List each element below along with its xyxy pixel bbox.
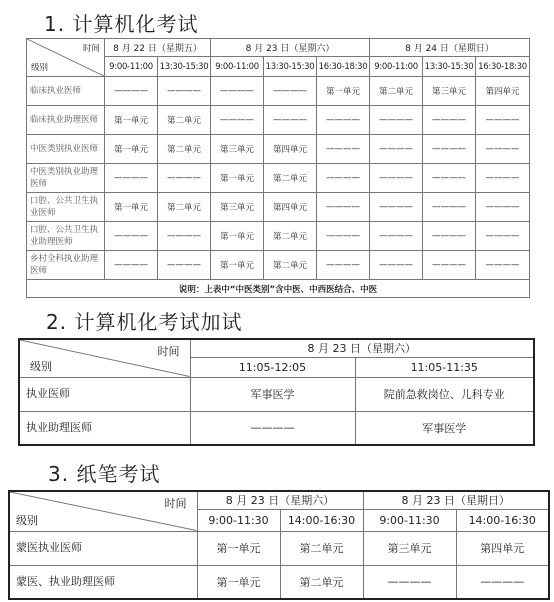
date-header: 8 月 23 日（星期日）	[363, 491, 549, 509]
date-header: 8 月 23 日（星期六）	[190, 339, 534, 357]
schedule-cell: ————	[476, 164, 530, 193]
schedule-cell: 第四单元	[264, 193, 317, 222]
table2-corner-cell	[19, 339, 190, 377]
row-level-label: 口腔、公共卫生执业医师	[27, 193, 105, 222]
schedule-cell: 第四单元	[456, 531, 549, 565]
row-level-label: 乡村全科执业助理医师	[27, 251, 105, 280]
row-level-label: 执业医师	[19, 377, 190, 411]
date-header: 8 月 23 日（星期六）	[211, 39, 370, 57]
schedule-cell: ————	[370, 251, 423, 280]
time-header: 11:05-11:35	[355, 357, 534, 377]
schedule-cell: ————	[317, 193, 370, 222]
schedule-cell: 第四单元	[476, 77, 530, 106]
schedule-cell: ————	[190, 411, 355, 445]
schedule-cell: 第二单元	[280, 565, 363, 599]
schedule-cell: ————	[423, 251, 476, 280]
row-level-label: 蒙医执业医师	[9, 531, 197, 565]
schedule-cell: ————	[370, 135, 423, 164]
time-header: 14:00-16:30	[280, 509, 363, 531]
schedule-cell: 第二单元	[370, 77, 423, 106]
row-level-label: 执业助理医师	[19, 411, 190, 445]
schedule-cell: ————	[423, 193, 476, 222]
row-level-label: 口腔、公共卫生执业助理医师	[27, 222, 105, 251]
corner-time-label: 时间	[164, 497, 187, 510]
schedule-cell: ————	[317, 106, 370, 135]
computer-exam-schedule-table	[26, 38, 530, 298]
schedule-cell: 第二单元	[158, 193, 211, 222]
schedule-cell: ————	[423, 135, 476, 164]
schedule-cell: ————	[264, 77, 317, 106]
corner-time-label: 时间	[82, 44, 100, 54]
table-row	[27, 222, 530, 251]
corner-time-label: 时间	[157, 345, 180, 358]
schedule-cell: ————	[211, 77, 264, 106]
table-row	[19, 411, 534, 445]
schedule-cell: ————	[105, 222, 158, 251]
schedule-cell: ————	[476, 106, 530, 135]
table-row	[9, 565, 549, 599]
schedule-cell: 第二单元	[264, 164, 317, 193]
schedule-cell: ————	[476, 222, 530, 251]
schedule-cell: 第三单元	[211, 135, 264, 164]
schedule-cell: 第一单元	[211, 164, 264, 193]
table-row	[27, 251, 530, 280]
schedule-cell: 第二单元	[158, 106, 211, 135]
schedule-cell: ————	[158, 251, 211, 280]
time-header: 9:00-11:00	[370, 57, 423, 77]
section3-title: 3. 纸笔考试	[48, 462, 161, 486]
schedule-cell: ————	[423, 222, 476, 251]
schedule-cell: ————	[363, 565, 456, 599]
schedule-cell: ————	[317, 164, 370, 193]
time-header: 9:00-11:30	[197, 509, 280, 531]
schedule-cell: 第三单元	[423, 77, 476, 106]
schedule-cell: ————	[423, 106, 476, 135]
schedule-cell: 第二单元	[158, 135, 211, 164]
schedule-cell: 第一单元	[105, 193, 158, 222]
schedule-cell: ————	[370, 106, 423, 135]
schedule-cell: ————	[370, 222, 423, 251]
schedule-cell: 第一单元	[211, 222, 264, 251]
schedule-cell: ————	[476, 251, 530, 280]
row-level-label: 临床执业医师	[27, 77, 105, 106]
schedule-cell: 第一单元	[211, 251, 264, 280]
section1-title: 1. 计算机化考试	[44, 12, 199, 36]
row-level-label: 中医类别执业医师	[27, 135, 105, 164]
schedule-cell: ————	[158, 164, 211, 193]
schedule-cell: ————	[158, 222, 211, 251]
schedule-cell: ————	[423, 164, 476, 193]
corner-level-label: 级别	[16, 513, 38, 527]
time-header: 14:00-16:30	[456, 509, 549, 531]
time-header: 11:05-12:05	[190, 357, 355, 377]
corner-level-label: 级别	[31, 63, 49, 73]
schedule-cell: 第三单元	[211, 193, 264, 222]
schedule-cell: 第二单元	[264, 222, 317, 251]
table1-note: 说明：上表中“中医类别”含中医、中西医结合、中医	[27, 280, 530, 298]
table-row	[19, 377, 534, 411]
time-header: 13:30-15:30	[264, 57, 317, 77]
schedule-cell: 第一单元	[197, 565, 280, 599]
section2-title: 2. 计算机化考试加试	[46, 310, 243, 334]
schedule-cell: 第四单元	[264, 135, 317, 164]
date-header: 8 月 22 日（星期五）	[105, 39, 211, 57]
time-header: 16:30-18:30	[317, 57, 370, 77]
schedule-cell: ————	[105, 251, 158, 280]
schedule-cell: ————	[158, 77, 211, 106]
schedule-cell: 第二单元	[280, 531, 363, 565]
table1-corner-cell	[27, 39, 105, 77]
table-row	[27, 164, 530, 193]
time-header: 9:00-11:30	[363, 509, 456, 531]
supplementary-exam-table	[18, 338, 535, 446]
time-header: 13:30-15:30	[423, 57, 476, 77]
table-row	[27, 106, 530, 135]
table3-corner-cell	[9, 491, 197, 531]
time-header: 9:00-11:00	[105, 57, 158, 77]
schedule-cell: ————	[370, 193, 423, 222]
row-level-label: 蒙医、执业助理医师	[9, 565, 197, 599]
corner-level-label: 级别	[30, 359, 52, 373]
table-row	[27, 135, 530, 164]
row-level-label: 中医类别执业助理医师	[27, 164, 105, 193]
schedule-cell: ————	[476, 193, 530, 222]
table-row	[27, 193, 530, 222]
table-row	[9, 531, 549, 565]
schedule-cell: ————	[105, 164, 158, 193]
time-header: 13:30-15:30	[158, 57, 211, 77]
schedule-cell: 军事医学	[190, 377, 355, 411]
schedule-cell: ————	[264, 106, 317, 135]
schedule-cell: ————	[211, 106, 264, 135]
schedule-cell: ————	[317, 222, 370, 251]
table-row	[27, 77, 530, 106]
schedule-cell: 第一单元	[317, 77, 370, 106]
date-header: 8 月 24 日（星期日）	[370, 39, 530, 57]
schedule-cell: 军事医学	[355, 411, 534, 445]
schedule-cell: ————	[317, 135, 370, 164]
schedule-cell: 第三单元	[363, 531, 456, 565]
schedule-cell: 第一单元	[105, 106, 158, 135]
paper-exam-table	[8, 490, 550, 600]
row-level-label: 临床执业助理医师	[27, 106, 105, 135]
time-header: 16:30-18:30	[476, 57, 530, 77]
schedule-cell: ————	[105, 77, 158, 106]
schedule-cell: ————	[317, 251, 370, 280]
schedule-cell: ————	[476, 135, 530, 164]
schedule-cell: ————	[370, 164, 423, 193]
schedule-cell: 第二单元	[264, 251, 317, 280]
schedule-cell: 院前急救岗位、儿科专业	[355, 377, 534, 411]
schedule-cell: 第一单元	[197, 531, 280, 565]
schedule-cell: ————	[456, 565, 549, 599]
schedule-cell: 第一单元	[105, 135, 158, 164]
date-header: 8 月 23 日（星期六）	[197, 491, 363, 509]
time-header: 9:00-11:00	[211, 57, 264, 77]
